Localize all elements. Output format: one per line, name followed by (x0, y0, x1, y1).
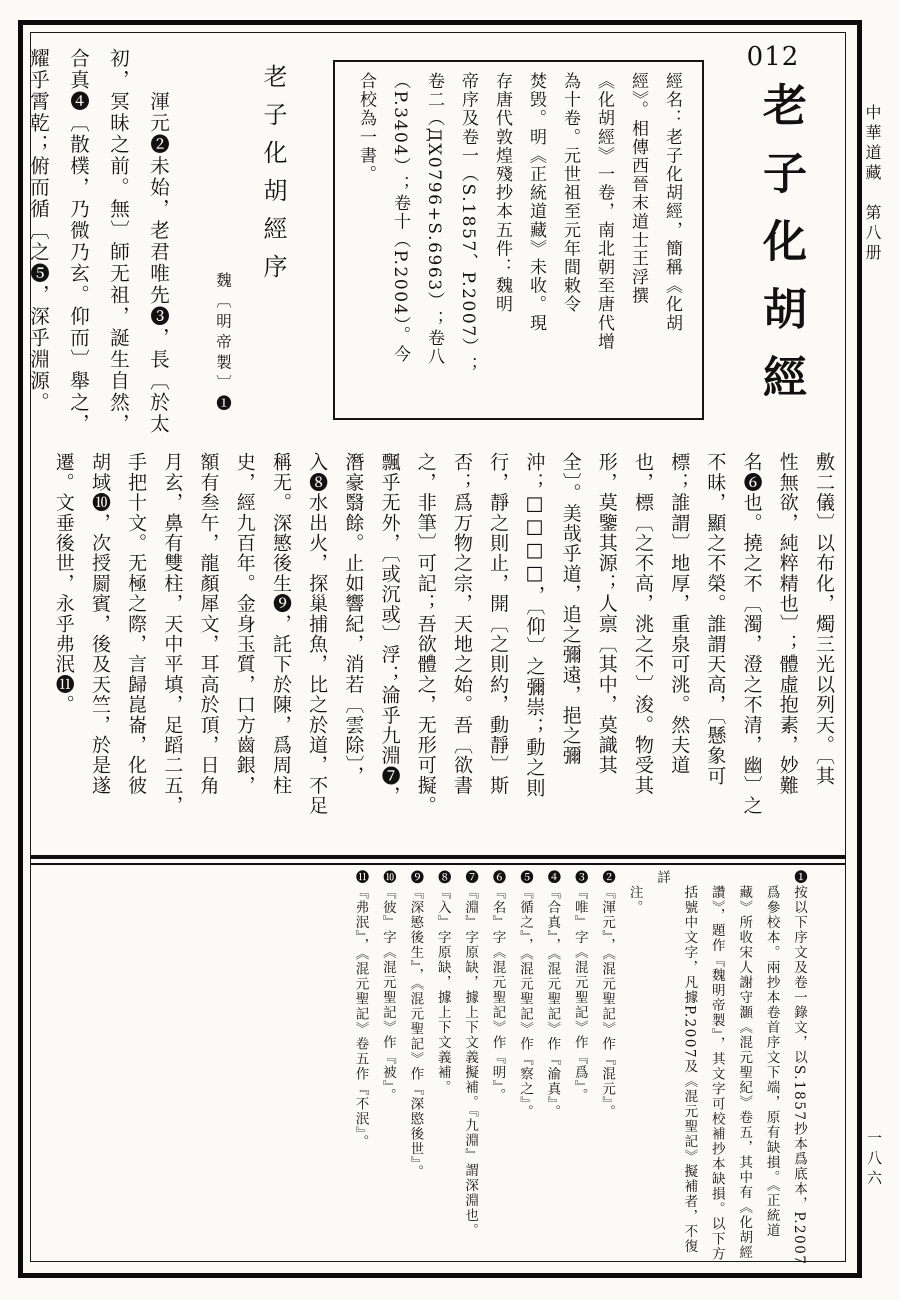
body-column: 沖；□□□□，〔仰〕之彌崇；動之則 (523, 452, 546, 798)
note-column: ❿『彼』字《混元聖記》作『被』。 (379, 870, 396, 1104)
body-column: 遷。文垂後世，永乎弗泯⓫。 (52, 452, 75, 715)
note-column: 注。 (626, 870, 643, 915)
body-column: 史，經九百年。金身玉質，口方齒銀， (233, 452, 256, 796)
note-column: 藏》所收宋人謝守灝《混元聖紀》卷五，其中有《化胡經 (736, 870, 753, 1260)
note-column: ⓫『弗泯』，《混元聖記》卷五作『不泯』。 (352, 870, 369, 1150)
body-column: 性無欲，純粹精也〕；體虛抱素，妙難 (776, 452, 799, 796)
notes-text (352, 870, 812, 1268)
body-column: 標；誰謂〕地厚，重泉可洮。然夫道 (668, 452, 691, 776)
body-text (44, 452, 842, 866)
preface-column: 合真❹〔散樸，乃微乃玄。仰而〕舉之， (67, 48, 90, 435)
note-column: ❽『入』字原缺，據上下文義補。 (434, 870, 451, 1095)
preface-text (14, 48, 178, 440)
body-column: 不昧，顯之不榮。誰謂天高，〔懸象可 (704, 452, 727, 786)
body-column: 行，靜之則止，開〔之則約，動靜〕斯 (487, 452, 510, 796)
abstract-column: 焚毁。明《正統道藏》未收。現 (526, 72, 546, 333)
abstract-column: 存唐代敦煌殘抄本五件：魏明 (492, 72, 512, 314)
abstract-column: 經名：老子化胡經，簡稱《化胡 (662, 72, 682, 333)
body-column: 手把十文。无極之際，言歸崑崙，化彼 (125, 452, 148, 796)
body-column: 入❽水出火，探巢捕魚，比之於道，不足 (306, 452, 329, 816)
abstract-column: 經》。相傳西晉末道士王浮撰 (628, 72, 648, 306)
body-column: 形，莫鑒其源；人禀〔其中，莫識其 (595, 452, 618, 776)
note-column: 爲參校本。兩抄本卷首序文下端，原有缺損。《正統道 (763, 870, 780, 1239)
abstract-column: 《化胡經》一卷，南北朝至唐代增 (594, 72, 614, 351)
body-column: 胡域❿，次授罽賓，後及天竺，於是遂 (88, 452, 111, 796)
preface-byline: 魏〔明帝製〕❶ (214, 272, 232, 416)
body-column: 全〕。美哉乎道，追之彌遠，挹之彌 (559, 452, 582, 766)
document-number: 012 (746, 42, 800, 72)
preface-column: 耀乎霄乾；俯而循〔之❺，深乎淵源。 (27, 48, 50, 414)
note-column: ❶按以下序文及卷一錄文，以S.1857抄本爲底本，P.2007 (791, 870, 807, 1266)
abstract-column: （P.3404）；卷十（P.2004）。今 (390, 72, 410, 364)
note-column: ❼『淵』字原缺，據上下文義擬補。『九淵』謂深淵也。 (462, 870, 479, 1239)
body-column: 否；爲万物之宗，天地之始。吾〔欲書 (450, 452, 473, 796)
note-column: ❹『合真』，《混元聖記》作『渝真』。 (544, 870, 561, 1120)
preface-column: 初，冥昧之前。無〕師无祖，誕生自然， (107, 48, 130, 435)
note-column: 讚》，題作『魏明帝製』，其文字可校補抄本缺損。以下方 (708, 870, 725, 1262)
body-column: 潛豪翳餘。止如響紀，消若〔雲除〕， (342, 452, 365, 786)
abstract-box (333, 60, 704, 420)
notes-divider-thin (30, 863, 846, 865)
notes-divider-thick (30, 855, 846, 859)
note-column: ❻『名』字《混元聖記》作『明』。 (489, 870, 506, 1104)
series-label: 中華道藏 第八册 (863, 104, 882, 264)
preface-column: 渾元❷未始，老君唯先❸，長〔於太 (147, 48, 170, 435)
page-number: 一八六 (865, 1130, 883, 1190)
document-title: 老子化胡經 (755, 82, 806, 422)
body-column: 也，標〔之不高，洮之不〕浚。物受其 (631, 452, 654, 796)
note-column: ❷『渾元』，《混元聖記》作『混元』。 (599, 870, 616, 1120)
body-column: 額有叁午，龍顏犀文，耳高於頂，日角 (197, 452, 220, 796)
body-column: 飄乎无外，〔或沉或〕浮；淪乎九淵❼， (378, 452, 401, 807)
abstract-column: 為十卷。元世祖至元年間敕令 (560, 72, 580, 314)
note-column: ❸『唯』字《混元聖記》作『爲』。 (571, 870, 588, 1104)
preface-heading: 老子化胡經序 (259, 64, 287, 292)
body-column: 名❻也。撓之不〔濁，澄之不清，幽〕之 (740, 452, 763, 816)
abstract-column: 合校為一書。 (356, 72, 376, 184)
body-column: 敷二儀〕以布化，燭三光以列天。〔其 (813, 452, 835, 786)
body-column: 稱无。深慜後生❾，託下於陳，爲周柱 (269, 452, 292, 796)
note-column: ❾『深慜後生』，《混元聖記》作『深愍後世』。 (407, 870, 424, 1180)
body-column: 之，非筆〕可記；吾欲體之，无形可擬。 (414, 452, 437, 816)
note-column: ❺『循之』，《混元聖記》作『察之』。 (516, 870, 533, 1120)
abstract-column: 帝序及卷一（S.1857、P.2007）； (458, 72, 478, 375)
body-column: 月玄，鼻有雙柱，天中平填，足蹈二五， (161, 452, 184, 816)
abstract-column: 卷二（ДХ0796+S.6963）；卷八 (424, 72, 444, 367)
note-column: 括號中文字，凡據P.2007及《混元聖記》擬補者，不復詳 (653, 870, 698, 1254)
